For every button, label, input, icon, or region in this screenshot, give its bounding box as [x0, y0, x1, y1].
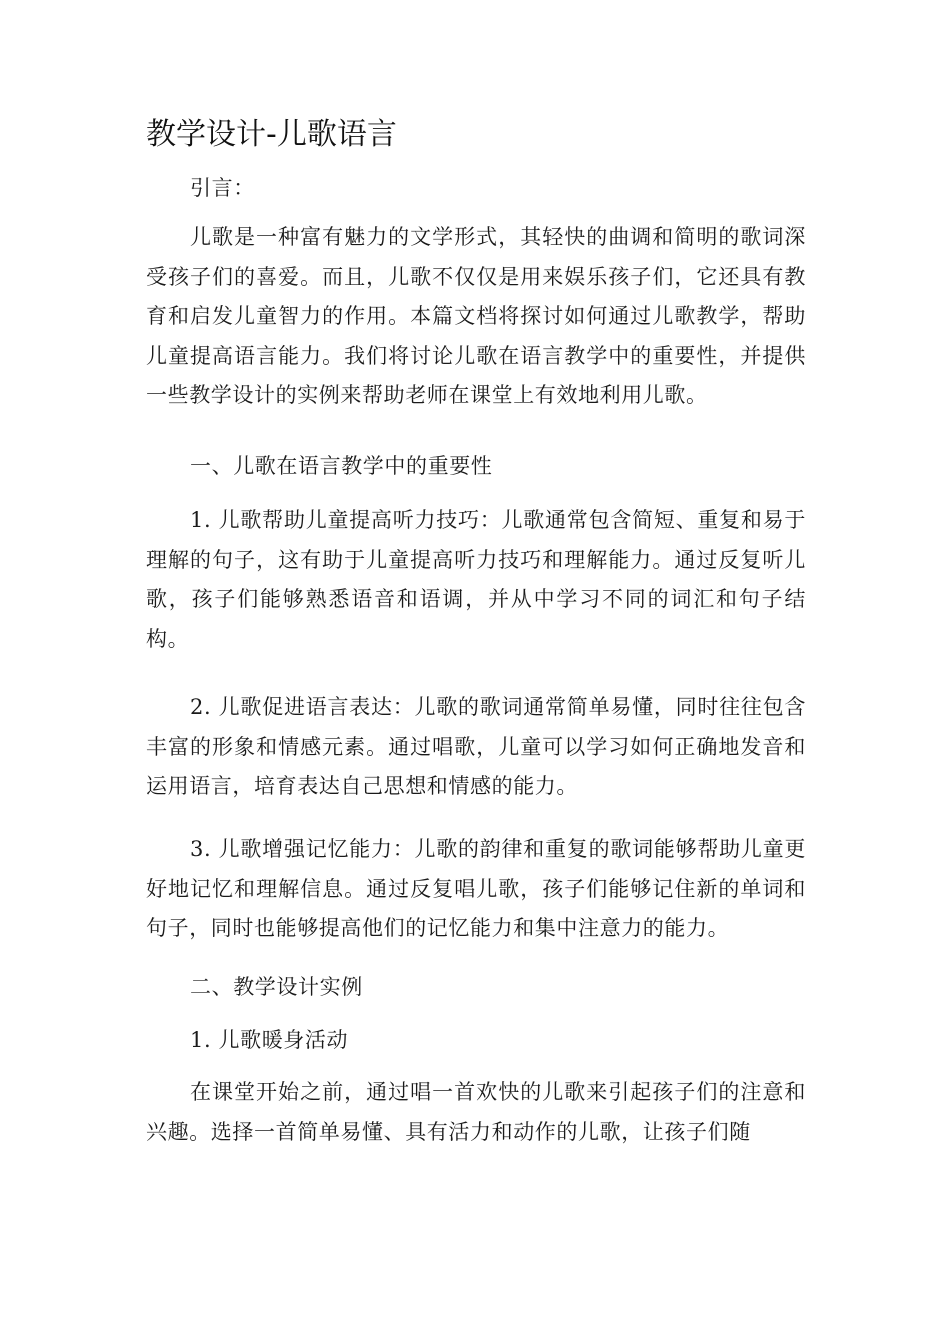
document-title: 教学设计-儿歌语言 [146, 117, 397, 152]
point-listening: 1. 儿歌帮助儿童提高听力技巧：儿歌通常包含简短、重复和易于理解的句子，这有助于儿童提高听力技巧和理解能力。通过反复听儿歌，孩子们能够熟悉语音和语调，并从中学习不同的词汇和句子结构。 [146, 508, 806, 651]
intro-paragraph: 儿歌是一种富有魅力的文学形式，其轻快的曲调和简明的歌词深受孩子们的喜爱。而且，儿歌不仅仅是用来娱乐孩子们，它还具有教育和启发儿童智力的作用。本篇文档将探讨如何通过儿歌教学，帮助儿童提高语言能力。我们将讨论儿歌在语言教学中的重要性，并提供一些教学设计的实例来帮助老师在课堂上有效地利用儿歌。 [146, 225, 806, 407]
intro-label: 引言： [190, 176, 255, 200]
example-heading-warmup: 1. 儿歌暖身活动 [190, 1028, 349, 1052]
warmup-paragraph: 在课堂开始之前，通过唱一首欢快的儿歌来引起孩子们的注意和兴趣。选择一首简单易懂、具有活力和动作的儿歌，让孩子们随 [146, 1080, 806, 1144]
section-heading-importance: 一、儿歌在语言教学中的重要性 [190, 454, 493, 478]
section-heading-examples: 二、教学设计实例 [190, 975, 363, 999]
point-memory: 3. 儿歌增强记忆能力：儿歌的韵律和重复的歌词能够帮助儿童更好地记忆和理解信息。通过反复唱儿歌，孩子们能够记住新的单词和句子，同时也能够提高他们的记忆能力和集中注意力的能力。 [146, 837, 806, 940]
point-expression: 2. 儿歌促进语言表达：儿歌的歌词通常简单易懂，同时往往包含丰富的形象和情感元素。通过唱歌，儿童可以学习如何正确地发音和运用语言，培育表达自己思想和情感的能力。 [146, 695, 806, 798]
